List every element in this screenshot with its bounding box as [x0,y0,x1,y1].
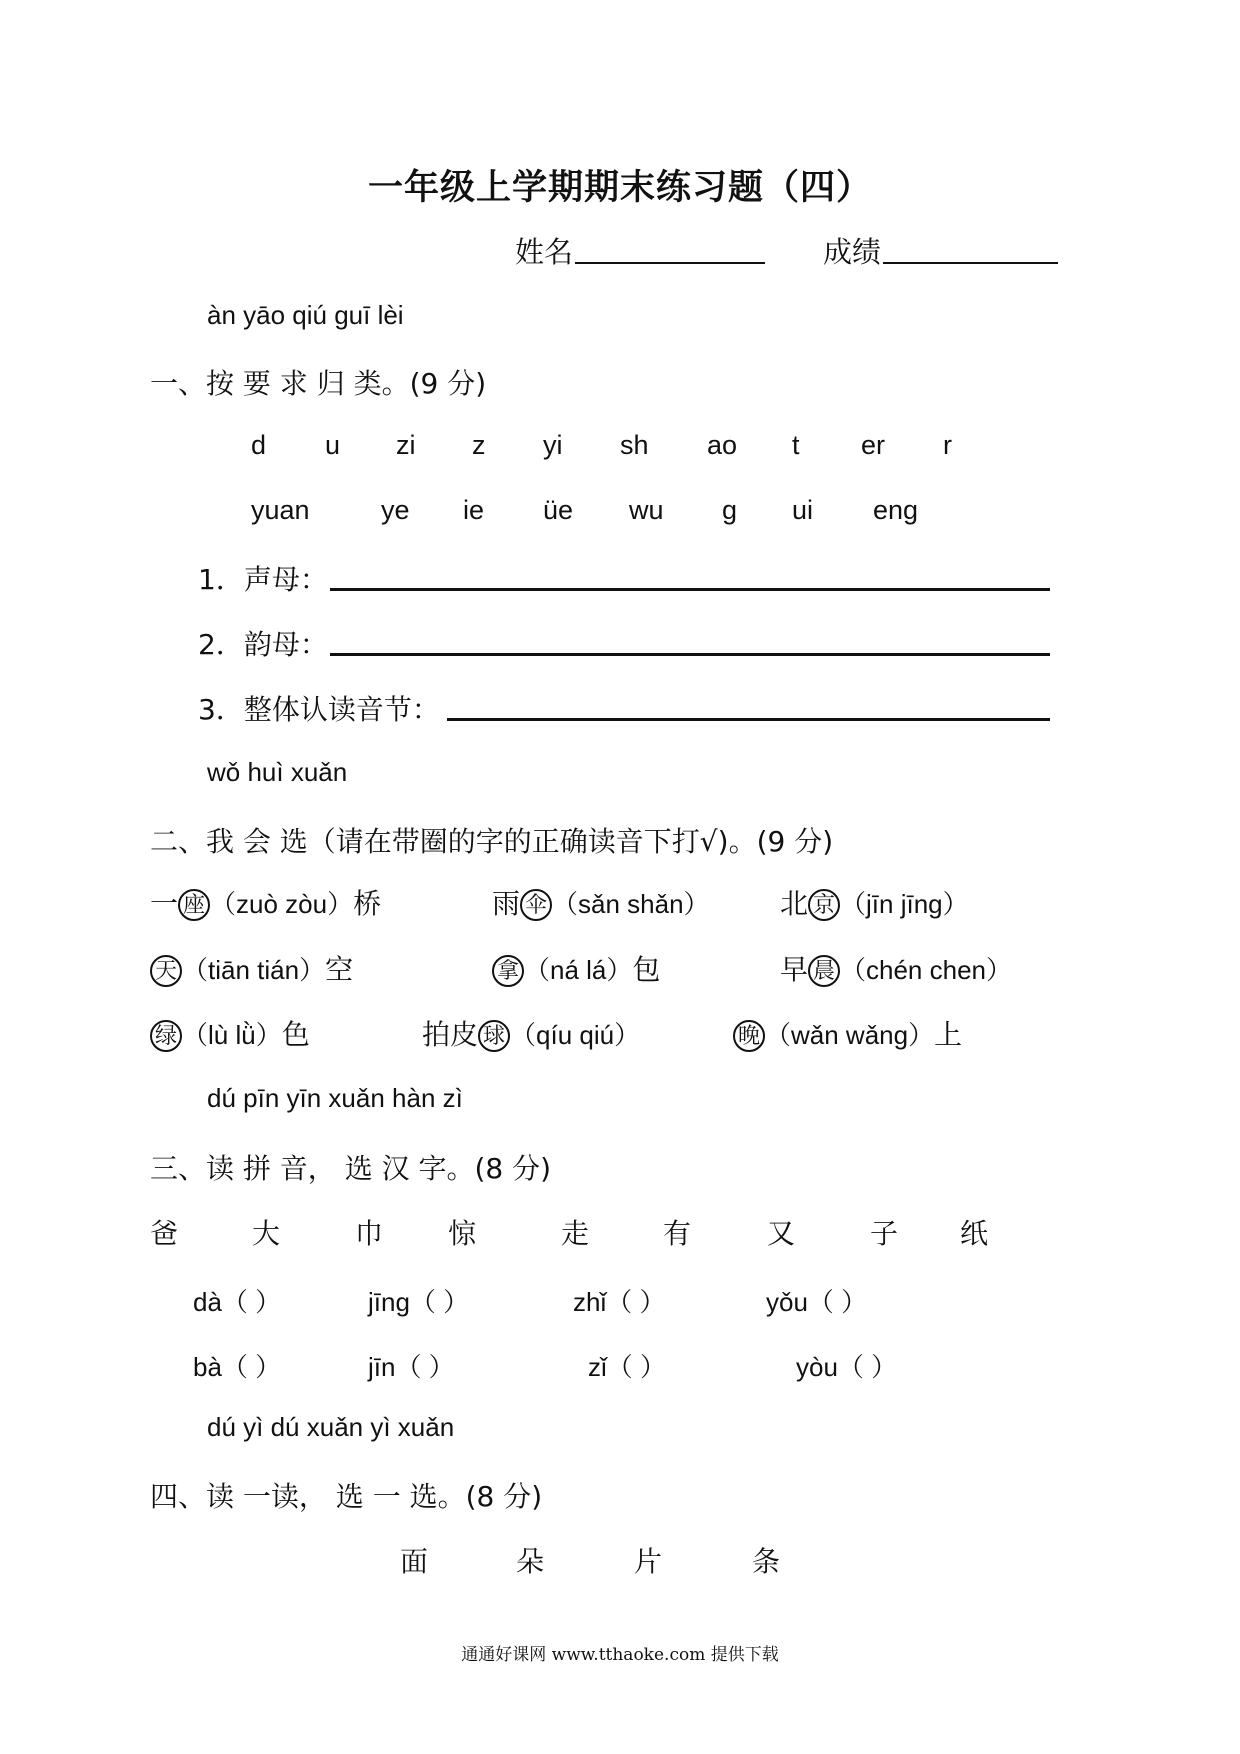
choice-pre: 一 [150,887,179,920]
choice-pre: 雨 [492,887,521,920]
hanzi-option: 有 [663,1217,692,1250]
s3-heading: 三、读 拼 音， 选 汉 字。(8 分) [150,1152,552,1185]
letter-item: sh [620,430,649,460]
hanzi-option: 巾 [355,1217,384,1250]
score-label: 成绩 [823,235,882,269]
word-option: 面 [400,1545,429,1578]
choice-item [422,1013,640,1053]
choice-post: 色 [281,1018,310,1051]
choice-options[interactable]: （tiān tián） [182,955,326,985]
letter-item: ie [463,495,485,525]
word-option: 片 [634,1545,663,1578]
hanzi-option: 走 [561,1217,590,1250]
letter-item: d [251,430,267,460]
circled-char: 天 [150,955,182,987]
circled-char: 晚 [733,1020,765,1052]
hanzi-option: 爸 [150,1217,179,1250]
choice-item [733,1013,962,1053]
letter-item: ui [792,495,814,525]
letter-item: ao [707,430,738,460]
choice-options[interactable]: （lù lǜ） [182,1020,282,1050]
choice-pre: 北 [780,887,809,920]
letter-item: wu [629,495,664,525]
letter-item: yi [543,430,563,460]
letter-item: g [722,495,738,525]
circled-char: 晨 [808,955,840,987]
choice-post: 上 [934,1018,963,1051]
choice-post: 桥 [353,887,382,920]
hanzi-option: 惊 [448,1217,477,1250]
circled-char: 绿 [150,1020,182,1052]
choice-item [150,882,381,922]
page-title: 一年级上学期期末练习题（四） [367,168,872,208]
q3-label: 3．整体认读音节： [198,693,440,726]
letter-item: z [472,430,486,460]
choice-options[interactable]: （qíu qiú） [510,1020,641,1050]
letter-item: u [325,430,341,460]
letter-item: er [861,430,886,460]
choice-options[interactable]: （zuò zòu） [210,889,354,919]
hanzi-option: 纸 [960,1217,989,1250]
s2-heading: 二、我 会 选（请在带圈的字的正确读音下打√)。(9 分) [150,825,834,858]
choice-item [780,948,1012,988]
choice-post: 包 [632,953,661,986]
choice-options[interactable]: （jīn jīng） [840,889,969,919]
fill-blank[interactable]: jīng（ ） [368,1287,470,1317]
s3-pinyin: dú pīn yīn xuǎn hàn zì [207,1083,463,1113]
s1-heading: 一、按 要 求 归 类。(9 分) [150,367,487,400]
name-blank[interactable] [575,262,765,264]
circled-char: 座 [178,889,210,921]
choice-options[interactable]: （wǎn wǎng） [765,1020,935,1050]
score-blank[interactable] [883,262,1058,264]
fill-blank[interactable]: bà（ ） [193,1352,282,1382]
q2-label: 2．韵母： [198,628,328,661]
q1-label: 1．声母： [198,563,328,596]
letter-item: üe [543,495,574,525]
choice-pre: 早 [780,953,809,986]
name-label: 姓名 [515,235,574,269]
q3-answer-line[interactable] [447,718,1050,721]
fill-blank[interactable]: yǒu（ ） [766,1287,868,1317]
letter-item: eng [873,495,919,525]
fill-blank[interactable]: zhǐ（ ） [573,1287,666,1317]
letter-item: ye [381,495,410,525]
circled-char: 伞 [520,889,552,921]
circled-char: 球 [478,1020,510,1052]
choice-item [492,948,660,988]
choice-options[interactable]: （chén chen） [840,955,1012,985]
q2-answer-line[interactable] [330,653,1050,656]
word-option: 条 [752,1545,781,1578]
choice-options[interactable]: （sǎn shǎn） [552,889,710,919]
choice-item [150,1013,310,1053]
hanzi-option: 大 [252,1217,281,1250]
circled-char: 京 [808,889,840,921]
choice-options[interactable]: （ná lá） [524,955,633,985]
choice-item [780,882,969,922]
footer-credit: 通通好课网 www.tthaoke.com 提供下载 [461,1645,779,1665]
s4-heading: 四、读 一读， 选 一 选。(8 分) [150,1480,543,1513]
letter-item: zi [396,430,416,460]
fill-blank[interactable]: dà（ ） [193,1287,282,1317]
circled-char: 拿 [492,955,524,987]
s4-pinyin: dú yì dú xuǎn yì xuǎn [207,1412,455,1442]
fill-blank[interactable]: yòu（ ） [796,1352,898,1382]
word-option: 朵 [516,1545,545,1578]
q1-answer-line[interactable] [330,588,1050,591]
hanzi-option: 子 [870,1217,899,1250]
choice-post: 空 [325,953,354,986]
choice-item [150,948,353,988]
s2-pinyin: wǒ huì xuǎn [207,757,348,787]
letter-item: r [943,430,952,460]
fill-blank[interactable]: jīn（ ） [368,1352,455,1382]
letter-item: t [792,430,800,460]
fill-blank[interactable]: zǐ（ ） [588,1352,667,1382]
choice-item [492,882,710,922]
hanzi-option: 又 [767,1217,796,1250]
s1-pinyin: àn yāo qiú guī lèi [207,300,404,330]
choice-pre: 拍皮 [422,1018,479,1051]
letter-item: yuan [251,495,310,525]
